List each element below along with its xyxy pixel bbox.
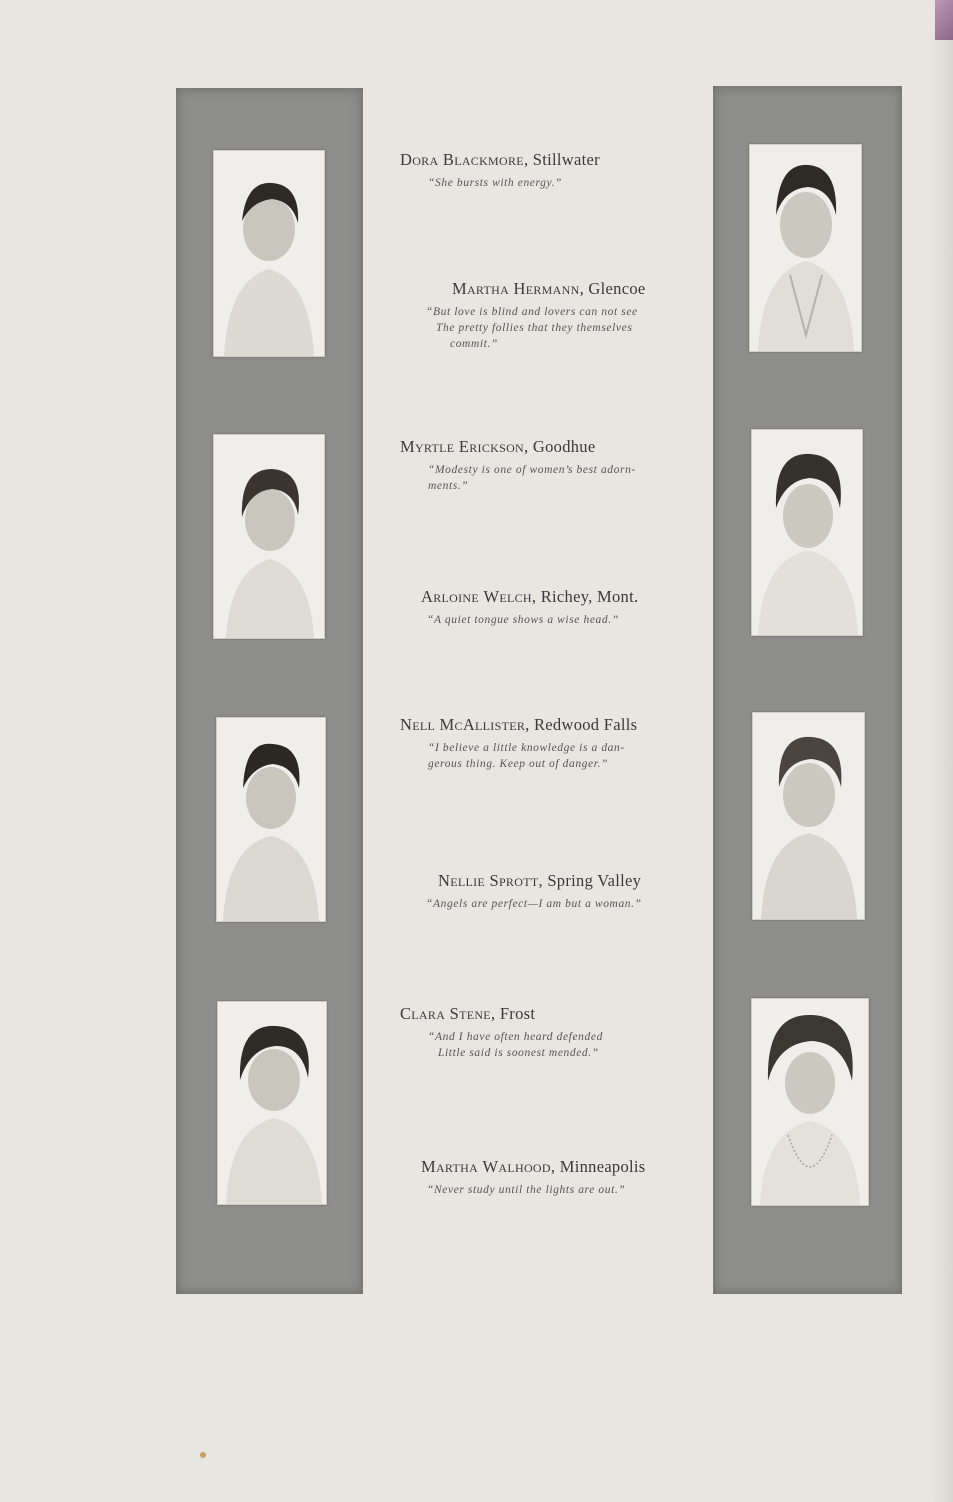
first-name: Nellie <box>438 871 486 890</box>
portrait-photo <box>751 998 869 1206</box>
student-entry <box>421 587 638 628</box>
student-entry <box>400 150 600 191</box>
quote-line: “Angels are perfect—I am but a woman.” <box>426 898 642 910</box>
student-entry <box>421 1157 646 1198</box>
first-name: Arloine <box>421 587 480 606</box>
student-name: Nell McAllister, Redwood Falls <box>400 715 638 734</box>
hometown: Stillwater <box>532 150 600 169</box>
student-name: Dora Blackmore, Stillwater <box>400 150 600 169</box>
student-entry <box>400 715 637 772</box>
hometown: Glencoe <box>588 279 646 298</box>
quote-line: ments.” <box>428 480 469 492</box>
student-entry <box>426 871 642 912</box>
first-name: Martha <box>452 279 510 298</box>
last-name: Blackmore <box>442 150 524 169</box>
student-quote <box>426 304 646 352</box>
portrait-photo <box>749 144 862 352</box>
student-quote <box>400 740 637 772</box>
last-name: Welch <box>483 587 532 606</box>
last-name: McAllister <box>439 715 526 734</box>
portrait-photo <box>751 429 863 636</box>
portrait-photo <box>213 150 325 357</box>
last-name: Walhood <box>482 1157 551 1176</box>
student-name: Nellie Sprott, Spring Valley <box>438 871 642 890</box>
first-name: Myrtle <box>400 437 455 456</box>
portrait-photo <box>216 717 326 922</box>
student-name: Arloine Welch, Richey, Mont. <box>421 587 639 606</box>
student-entry <box>400 1004 603 1061</box>
student-name: Martha Walhood, Minneapolis <box>421 1157 646 1176</box>
last-name: Erickson <box>458 437 525 456</box>
first-name: Nell <box>400 715 436 734</box>
paper-blemish <box>200 1452 206 1458</box>
student-entry <box>426 279 646 352</box>
student-name: Martha Hermann, Glencoe <box>452 279 646 298</box>
last-name: Sprott <box>489 871 539 890</box>
student-quote <box>421 1182 646 1198</box>
quote-line: “I believe a little knowledge is a dan- <box>428 742 625 754</box>
student-entry <box>400 437 636 494</box>
quote-line: “Never study until the lights are out.” <box>427 1184 626 1196</box>
student-quote <box>400 462 636 494</box>
quote-line: commit.” <box>450 338 498 350</box>
last-name: Hermann <box>513 279 580 298</box>
hometown: Minneapolis <box>559 1157 646 1176</box>
quote-line: The pretty follies that they themselves <box>436 322 633 334</box>
hometown: Redwood Falls <box>534 715 638 734</box>
quote-line: “And I have often heard defended <box>428 1031 603 1043</box>
corner-stamp <box>935 0 953 40</box>
page-edge <box>931 0 953 1502</box>
student-quote <box>426 896 642 912</box>
portrait-photo <box>217 1001 327 1205</box>
student-name: Clara Stene, Frost <box>400 1004 536 1023</box>
hometown: Goodhue <box>532 437 596 456</box>
quote-line: “A quiet tongue shows a wise head.” <box>427 614 619 626</box>
quote-line: “She bursts with energy.” <box>428 177 563 189</box>
student-quote <box>421 612 638 628</box>
quote-line: “Modesty is one of women’s best adorn- <box>428 464 636 476</box>
student-name: Myrtle Erickson, Goodhue <box>400 437 596 456</box>
first-name: Martha <box>421 1157 479 1176</box>
student-quote <box>400 175 600 191</box>
first-name: Dora <box>400 150 439 169</box>
portrait-photo <box>213 434 325 639</box>
last-name: Stene <box>449 1004 491 1023</box>
hometown: Frost <box>499 1004 536 1023</box>
hometown: Richey, Mont. <box>540 587 639 606</box>
first-name: Clara <box>400 1004 446 1023</box>
quote-line: gerous thing. Keep out of danger.” <box>428 758 609 770</box>
hometown: Spring Valley <box>547 871 642 890</box>
quote-line: “But love is blind and lovers can not see <box>426 306 638 318</box>
portrait-photo <box>752 712 865 920</box>
quote-line: Little said is soonest mended.” <box>438 1047 599 1059</box>
student-quote <box>400 1029 603 1061</box>
